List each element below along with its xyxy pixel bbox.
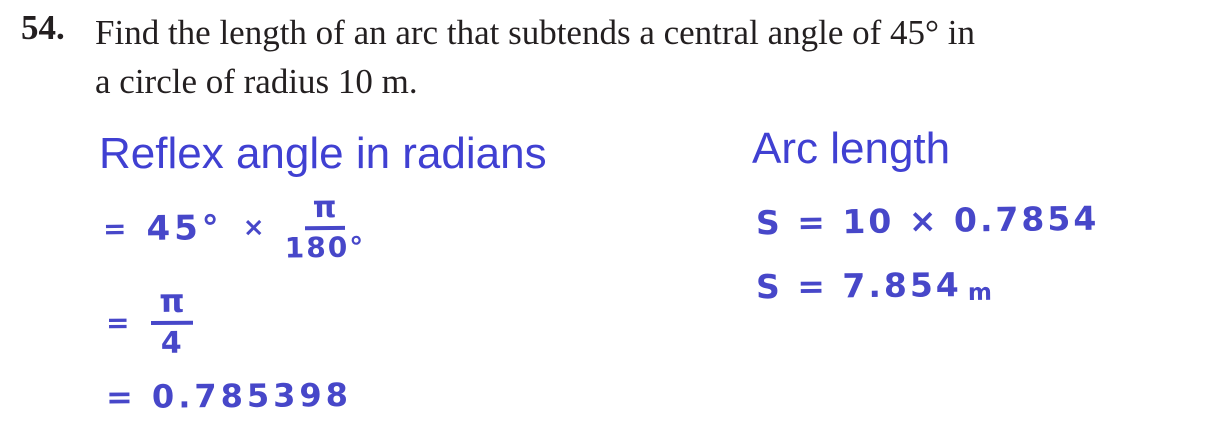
handwritten-step-angle-conversion bbox=[102, 189, 366, 265]
handwritten-step-arc-length-result bbox=[756, 265, 992, 306]
problem-statement-line1: Find the length of an arc that subtends a central angle of 45° in bbox=[95, 13, 975, 52]
fraction-pi-over-180 bbox=[284, 189, 366, 264]
heading-reflex-angle-in-radians: Reflex angle in radians bbox=[99, 129, 547, 178]
fraction-pi-over-4 bbox=[151, 281, 193, 361]
handwritten-step-arc-length-formula: S = 10 × 0.7854 bbox=[755, 198, 1100, 243]
arc-length-result-unit: m bbox=[967, 279, 992, 307]
handwritten-step-pi-over-four bbox=[105, 281, 193, 361]
fraction-denominator: 180° bbox=[284, 230, 366, 264]
fraction-numerator: π bbox=[151, 285, 193, 325]
problem-number: 54. bbox=[21, 8, 65, 47]
arc-length-result-value: S = 7.854 bbox=[755, 265, 962, 307]
multiply-sign: × bbox=[242, 212, 265, 243]
fraction-denominator: 4 bbox=[160, 325, 184, 361]
equals-sign: = bbox=[105, 305, 130, 339]
fraction-numerator: π bbox=[305, 192, 345, 230]
angle-value: 45° bbox=[146, 208, 224, 249]
handwritten-step-decimal-result: = 0.785398 bbox=[105, 375, 353, 417]
equals-sign: = bbox=[102, 212, 127, 246]
problem-statement-line2: a circle of radius 10 m. bbox=[95, 62, 418, 101]
problem-statement bbox=[95, 8, 1205, 106]
heading-arc-length: Arc length bbox=[752, 124, 951, 173]
